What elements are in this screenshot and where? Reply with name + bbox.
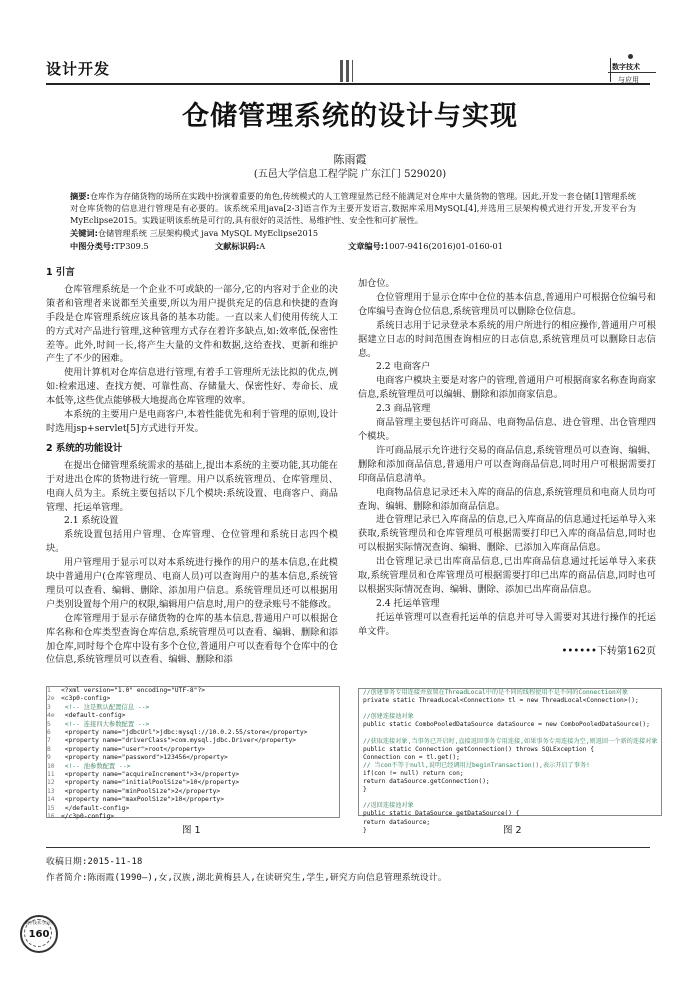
heading-function-design: 2 系统的功能设计: [46, 442, 123, 454]
code-line: }: [363, 786, 367, 794]
code-line: if(con != null) return con;: [363, 769, 464, 777]
code-line: <default-config>: [61, 712, 126, 720]
page-number-badge: [20, 915, 58, 953]
subheading-goods-management: 2.3 商品管理: [376, 403, 431, 415]
code-line: </c3p0-config>: [61, 813, 115, 821]
keywords-label: 关键词:: [70, 228, 98, 238]
code-line: //创建事务专用连接并放置在ThreadLocal中的是不同的线程使用不是不同的Connection对象: [363, 689, 629, 696]
keywords-text: 仓储管理系统 三层架构模式 java MySQL MyEclipse2015: [97, 228, 319, 238]
subheading-ecommerce-customer: 2.2 电商客户: [376, 361, 431, 373]
paragraph: 仓库管理系统是一个企业不可或缺的一部分,它的内容对于企业的决策者和管理者来说都至关重要,所以为用户提供充足的信息和快捷的查询手段是仓库管理系统应该具备的基本功能。一直以来人们使用传统人工的方式对产品进行管理,这种管理方式存在着许多缺点,如:效率低,保密性差等。此外,时间一长,将产生大量的文件和数据,这给查找、更新和维护产生了不少的困难。: [46, 283, 338, 365]
badge-caption: 数字技术与应用: [25, 920, 53, 925]
keywords: [70, 228, 318, 239]
continued-note: ••••••下转第162页: [561, 645, 656, 657]
paragraph: 使用计算机对仓库信息进行管理,有着手工管理所无法比拟的优点,例如:检索迅速、查找方便、可靠性高、存储量大、保密性好、寿命长、成本低等,这些优点能够极大地提高仓库管理的效率。: [46, 367, 338, 407]
author: 陈雨霞: [333, 153, 367, 166]
paragraph: 进仓管理记录已入库商品的信息,已入库商品的信息通过托运单导入来获取,系统管理员和仓库管理员可根据需要打印已入库的商品信息,同时也可以根据实际情况查询、编辑、删除、已添加入库商品信息。: [358, 514, 656, 554]
code-line: <property name="maxPoolSize">10</property>: [61, 796, 225, 804]
paper-title: 仓储管理系统的设计与实现: [182, 101, 518, 132]
code-line: <!-- 这是默认配置信息 -->: [61, 703, 150, 711]
code-line: <property name="minPoolSize">2</property>: [61, 787, 221, 795]
paragraph: 托运单管理可以查看托运单的信息并可导入需要对其进行操作的托运单文件。: [358, 611, 656, 637]
clc-value: TP309.5: [114, 241, 149, 251]
code-line: private static ThreadLocal<Connection> tl = new ThreadLocal<Connection>();: [363, 697, 639, 705]
code-line: <!-- 池参数配置 -->: [61, 762, 131, 770]
subheading-waybill-management: 2.4 托运单管理: [376, 597, 440, 609]
paragraph: 出仓管理记录已出库商品信息,已出库商品信息通过托运单导入来获取,系统管理员和仓库管理员可根据需要打印已出库的商品信息,同时也可以根据实际情况查询、编辑、删除、添加已出库商品信息。: [358, 556, 656, 595]
paragraph: 仓位管理用于显示仓库中仓位的基本信息,普通用户可根据仓位编号和仓库编号查询仓位信息,系统管理员可以删除仓位信息。: [358, 291, 656, 317]
heading-intro: 1 引言: [46, 267, 75, 278]
affiliation: (五邑大学信息工程学院 广东江门 529020): [253, 169, 447, 180]
paragraph: 在提出仓储管理系统需求的基础上,提出本系统的主要功能,其功能在于对进出仓库的货物进行统一管理。用户以系统管理员、仓库管理员、电商人员为主。系统主要包括以下几个模块:系统设置、电商客户、商品管理、托运单管理。: [46, 459, 338, 513]
code-line: //返回连接池对象: [363, 802, 414, 810]
art-label: 文章编号:: [348, 241, 385, 251]
paragraph: 电商物品信息记录还未入库的商品的信息,系统管理员和电商人员均可查询、编辑、删除和添加商品信息。: [358, 486, 656, 512]
header-rule: [46, 83, 650, 85]
art-value: 1007-9416(2016)01-0160-01: [384, 241, 503, 251]
header-decoration: [340, 60, 362, 82]
subheading-system-settings: 2.1 系统设置: [64, 515, 119, 527]
figure-1-code: 1 <?xml version="1.0" encoding="UTF-8"?> 2⊖ <c3p0-config> 3 <!-- 这是默认配置信息 --> 4⊖ <default-config> 5 <!-- 连接四大参数配置 --> 6 <property name="jdbcUrl">jdbc:mysql://10.0.2.55/store</property> 7 <property name="driverClass">com.mysql.jdbc.Driver</property> 8 <property name="user">root</property> 9 <property name="password">123456</property> 10 <!-- 池参数配置 --> 11 <property name="acquireIncrement">3</property> 12 <property name="initialPoolSize">10</property> 13 <property name="minPoolSize">2</property> 14 <property name="maxPoolSize">10</property> 15 </default-config> 16 </c3p0-config>: [46, 686, 340, 818]
code-line: <property name="initialPoolSize">10</property>: [61, 779, 240, 787]
doc-label: 文献标识码:: [215, 241, 260, 251]
code-line: <property name="driverClass">com.mysql.jdbc.Driver</property>: [61, 737, 297, 745]
abstract: [70, 190, 636, 226]
code-line: <property name="acquireIncrement">3</property>: [61, 771, 240, 779]
code-line: <property name="jdbcUrl">jdbc:mysql://10.0.2.55/store</property>: [61, 729, 308, 737]
received-date: 收稿日期:2015-11-18: [46, 857, 143, 867]
code-line: // 当con不等于null,说明已经调用过beginTransaction(),表示开启了事务!: [363, 761, 590, 769]
section-header: 设计开发: [46, 60, 111, 78]
code-line: public static ComboPooledDataSource dataSource = new ComboPooledDataSource();: [363, 721, 650, 729]
figure-2-caption: 图 2: [503, 825, 522, 836]
clc-number: [70, 241, 149, 252]
footer-rule: [46, 847, 650, 848]
paragraph: 商品管理主要包括许可商品、电商物品信息、进仓管理、出仓管理四个模块。: [358, 417, 656, 442]
code-line: Connection con = tl.get();: [363, 753, 460, 761]
code-line: <property name="user">root</property>: [61, 745, 206, 753]
right-column: [358, 277, 656, 658]
code-line: //获取连接对象,当事务已开启时,直接返回事务专用连接,如果事务专用连接为空,则返回一个新的连接对象: [363, 737, 658, 745]
paragraph: 用户管理用于显示可以对本系统进行操作的用户的基本信息,在此模块中普通用户(仓库管理员、电商人员)可以查询用户的基本信息,系统管理员可以查看、编辑、删除、添加用户信息。系统管理员还可以根据用户类别设置每个用户的权限,编辑用户信息时,用户的登录账号不能修改。: [46, 557, 338, 610]
article-number: [348, 241, 503, 252]
paragraph: 系统日志用于记录登录本系统的用户所进行的相应操作,普通用户可根据建立日志的时间范围查询相应的日志信息,系统管理员可以删除日志信息。: [358, 319, 656, 359]
code-line: <!-- 连接四大参数配置 -->: [61, 720, 150, 728]
left-column: [46, 266, 338, 667]
code-line: [363, 729, 661, 737]
paragraph: 电商客户模块主要是对客户的管理,普通用户可根据商家名称查询商家信息,系统管理员可以编辑、删除和添加商家信息。: [358, 375, 656, 401]
paragraph: 仓库管理用于显示存储货物的仓库的基本信息,普通用户可以根据仓库名称和仓库类型查询仓库信息,系统管理员可以查看、编辑、删除和添加仓库,同时每个仓库中设有多个仓位,普通用户可以查看每个仓库中的仓位信息,系统管理员可以查看、编辑、删除和添: [46, 612, 338, 666]
brand-top: 数字技术: [612, 63, 640, 71]
figure-1-caption: 图 1: [182, 825, 201, 836]
brand-bottom: 与应用: [618, 76, 639, 84]
code-line: <?xml version="1.0" encoding="UTF-8"?>: [61, 687, 206, 694]
code-line: public static DataSource getDataSource() {: [363, 810, 520, 818]
abstract-label: 摘要:: [70, 191, 90, 201]
code-line: <property name="password">123456</property>: [61, 754, 228, 762]
paragraph: 系统设置包括用户管理、仓库管理、仓位管理和系统日志四个模块。: [46, 529, 338, 555]
paragraph: 本系统的主要用户是电商客户,本着性能优先和利于管理的原则,设计时选用jsp+servlet[5]方式进行开发。: [46, 409, 338, 434]
author-bio: 作者简介:陈雨霞(1990—),女,汉族,湖北黄梅县人,在读研究生,学生,研究方向信息管理系统设计。: [46, 873, 447, 883]
abstract-text: 仓库作为存储货物的场所在实践中扮演着重要的角色,传统模式的人工管理显然已经不能满足对仓库中大量货物的管理。因此,开发一套仓储[1]管理系统对仓库货物的信息进行管理是有必要的。该系统采用java[2-3]语言作为主要开发语言,数据库采用MySQL[4],并选用三层架构模式进行开发,开发平台为MyEclipse2015。实践证明该系统是可行的,具有很好的灵活性、易维护性、安全性和可扩展性。: [70, 191, 636, 225]
code-line: <c3p0-config>: [61, 695, 111, 703]
code-line: return dataSource.getConnection();: [363, 778, 490, 786]
code-line: }: [363, 826, 367, 834]
code-line: return dataSource;: [363, 818, 431, 826]
doc-value: A: [259, 241, 266, 251]
code-line: </default-config>: [61, 804, 130, 812]
paragraph: 许可商品展示允许进行交易的商品信息,系统管理员可以查询、编辑、删除和添加商品信息,普通用户可以查询商品信息,同时用户可根据需要打印商品信息清单。: [358, 444, 656, 484]
journal-brand: [608, 52, 656, 86]
page-number: 160: [28, 929, 50, 940]
code-line: public static Connection getConnection() throws SQLException {: [363, 745, 594, 753]
clc-label: 中图分类号:: [70, 241, 115, 251]
code-line: //创建连接池对象: [363, 713, 414, 721]
doc-code: [215, 241, 265, 252]
paragraph: 加仓位。: [358, 278, 395, 289]
